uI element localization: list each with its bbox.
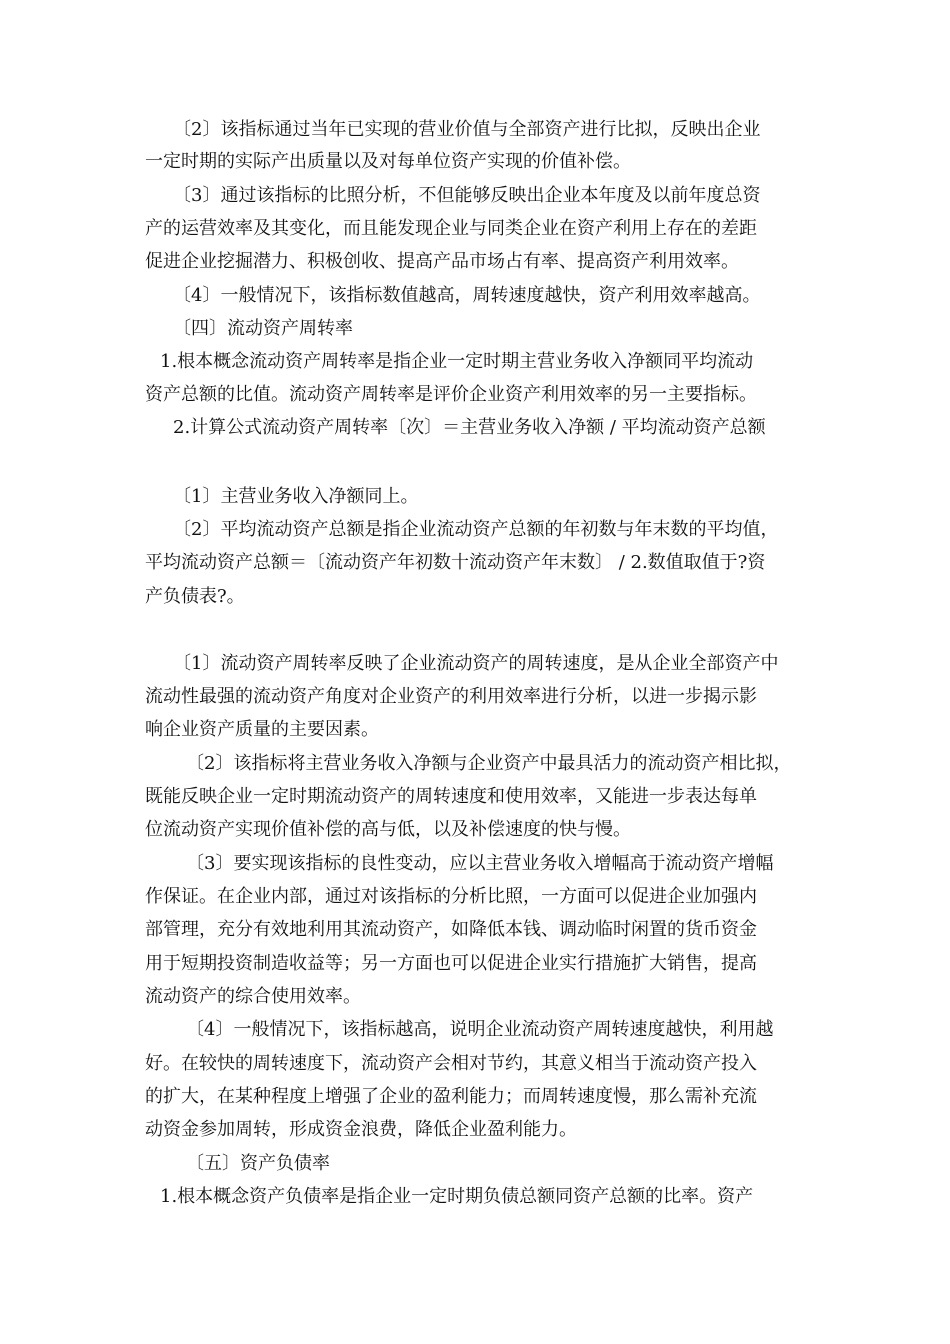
text-line: 流动资产的综合使用效率。 (145, 986, 361, 1007)
text-line: 〔4〕一般情况下，该指标数值越高，周转速度越快，资产利用效率越高。 (173, 285, 761, 306)
text-line: 〔2〕该指标通过当年已实现的营业价值与全部资产进行比拟，反映出企业 (173, 119, 761, 140)
text-line: 动资金参加周转，形成资金浪费，降低企业盈利能力。 (145, 1119, 577, 1140)
text-line: 流动性最强的流动资产角度对企业资产的利用效率进行分析，以进一步揭示影 (145, 686, 757, 707)
text-line: 〔2〕该指标将主营业务收入净额与企业资产中最具活力的流动资产相比拟， (186, 753, 792, 774)
text-line: 〔3〕要实现该指标的良性变动，应以主营业务收入增幅高于流动资产增幅 (186, 853, 774, 874)
text-line: 的扩大，在某种程度上增强了企业的盈利能力；而周转速度慢，那么需补充流 (145, 1086, 757, 1107)
text-line: 〔3〕通过该指标的比照分析，不但能够反映出企业本年度及以前年度总资 (173, 185, 761, 206)
text-line: 一定时期的实际产出质量以及对每单位资产实现的价值补偿。 (145, 151, 631, 172)
text-line: 产负债表?。 (145, 586, 245, 607)
text-line: 响企业资产质量的主要因素。 (145, 719, 379, 740)
text-line: 用于短期投资制造收益等；另一方面也可以促进企业实行措施扩大销售，提高 (145, 953, 757, 974)
section-heading: 〔五〕资产负债率 (186, 1153, 330, 1174)
text-line: 资产总额的比值。流动资产周转率是评价企业资产利用效率的另一主要指标。 (145, 384, 757, 405)
text-line: 好。在较快的周转速度下，流动资产会相对节约，其意义相当于流动资产投入 (145, 1053, 757, 1074)
text-line: 〔4〕一般情况下，该指标越高，说明企业流动资产周转速度越快，利用越 (186, 1019, 774, 1040)
formula-line: 2.计算公式流动资产周转率〔次〕＝主营业务收入净额 / 平均流动资产总额 (173, 417, 766, 438)
text-line: 1.根本概念资产负债率是指企业一定时期负债总额同资产总额的比率。资产 (160, 1186, 754, 1207)
text-line: 〔1〕流动资产周转率反映了企业流动资产的周转速度，是从企业全部资产中 (173, 653, 779, 674)
text-line: 位流动资产实现价值补偿的高与低，以及补偿速度的快与慢。 (145, 819, 631, 840)
text-line: 产的运营效率及其变化，而且能发现企业与同类企业在资产利用上存在的差距 (145, 218, 757, 239)
text-line: 促进企业挖掘潜力、积极创收、提高产品市场占有率、提高资产利用效率。 (145, 251, 739, 272)
text-line: 部管理，充分有效地利用其流动资产，如降低本钱、调动临时闲置的货币资金 (145, 919, 757, 940)
text-line: 〔1〕主营业务收入净额同上。 (173, 486, 419, 507)
section-heading: 〔四〕流动资产周转率 (173, 318, 353, 339)
text-line: 既能反映企业一定时期流动资产的周转速度和使用效率，又能进一步表达每单 (145, 786, 757, 807)
text-line: 〔2〕平均流动资产总额是指企业流动资产总额的年初数与年末数的平均值， (173, 519, 779, 540)
text-line: 作保证。在企业内部，通过对该指标的分析比照，一方面可以促进企业加强内 (145, 886, 757, 907)
formula-line: 平均流动资产总额＝〔流动资产年初数十流动资产年末数〕 / 2.数值取值于?资 (145, 552, 766, 573)
text-line: 1.根本概念流动资产周转率是指企业一定时期主营业务收入净额同平均流动 (160, 351, 754, 372)
